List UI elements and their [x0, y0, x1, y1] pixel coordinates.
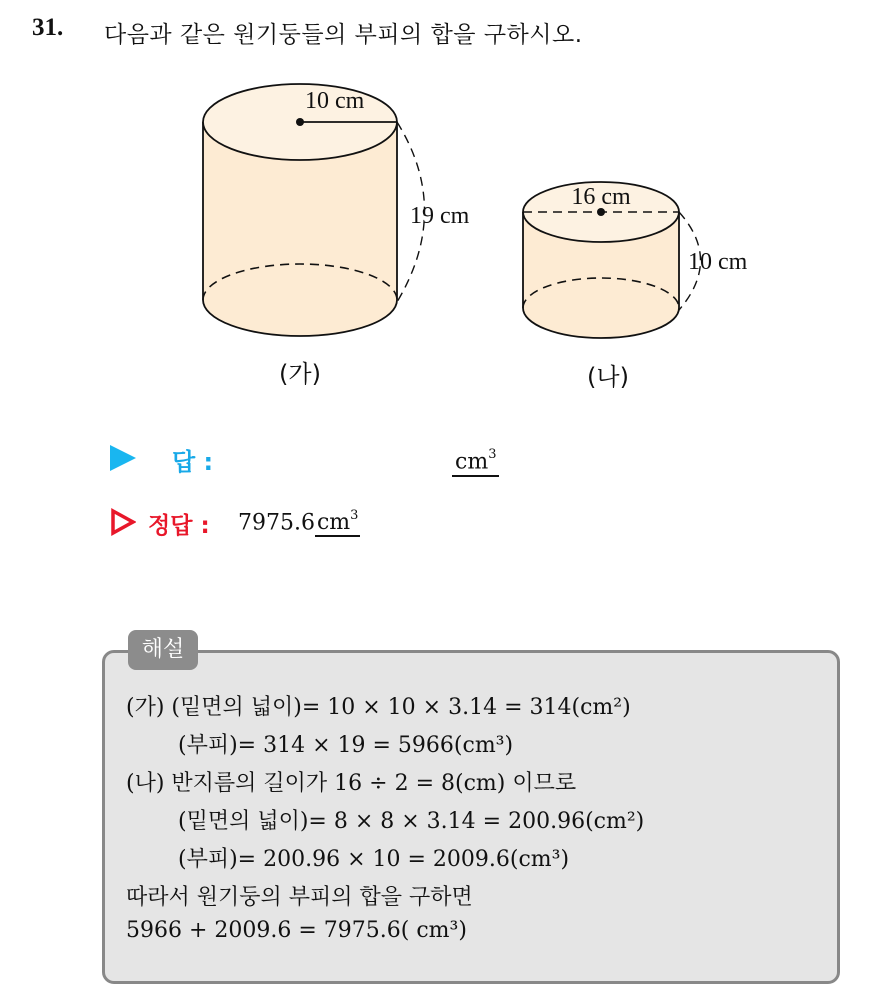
- solution-line: (밑면의 넓이)= 8 × 8 × 3.14 = 200.96(cm²): [178, 809, 645, 834]
- cylinder-a: [203, 84, 470, 388]
- answer-label: 답 :: [172, 448, 214, 476]
- play-triangle-icon: [110, 445, 136, 471]
- solution-line: (가) (밑면의 넓이)= 10 × 10 × 3.14 = 314(cm²): [126, 695, 631, 720]
- correct-value-number: 7975.6: [238, 510, 315, 536]
- question-number: 31.: [32, 14, 64, 41]
- correct-answer-value: [238, 510, 360, 535]
- correct-unit-exp: 3: [350, 508, 359, 523]
- cyl-b-caption: (나): [587, 363, 629, 391]
- solution-line: (부피)= 200.96 × 10 = 2009.6(cm³): [178, 847, 570, 872]
- solution-line: (나) 반지름의 길이가 16 ÷ 2 = 8(cm) 이므로: [126, 771, 577, 796]
- answer-blank[interactable]: [452, 444, 499, 477]
- question-text: 다음과 같은 원기둥들의 부피의 합을 구하시오.: [104, 22, 583, 48]
- cyl-b-height-label: 10 cm: [688, 249, 748, 275]
- solution-tag: 해설: [128, 630, 198, 670]
- cyl-a-height-label: 19 cm: [410, 203, 470, 229]
- outline-triangle-icon: [110, 508, 136, 536]
- answer-unit-exp: 3: [488, 447, 497, 462]
- cylinders-figure: [0, 60, 884, 400]
- correct-answer-label: 정답 :: [148, 513, 210, 539]
- answer-unit: cm: [455, 449, 489, 475]
- solution-line: 5966 + 2009.6 = 7975.6( cm³): [126, 918, 467, 943]
- answer-row: [110, 440, 610, 476]
- cyl-a-caption: (가): [279, 360, 321, 388]
- correct-unit-text: cm: [316, 510, 351, 536]
- solution-line: (부피)= 314 × 19 = 5966(cm³): [178, 733, 514, 758]
- cyl-a-radius-label: 10 cm: [305, 88, 365, 114]
- solution-line: 따라서 원기둥의 부피의 합을 구하면: [126, 885, 473, 910]
- correct-value-unit: [315, 510, 360, 537]
- correct-answer-row: [110, 505, 610, 541]
- cyl-b-diameter-label: 16 cm: [571, 184, 631, 210]
- cylinder-b: [523, 182, 748, 391]
